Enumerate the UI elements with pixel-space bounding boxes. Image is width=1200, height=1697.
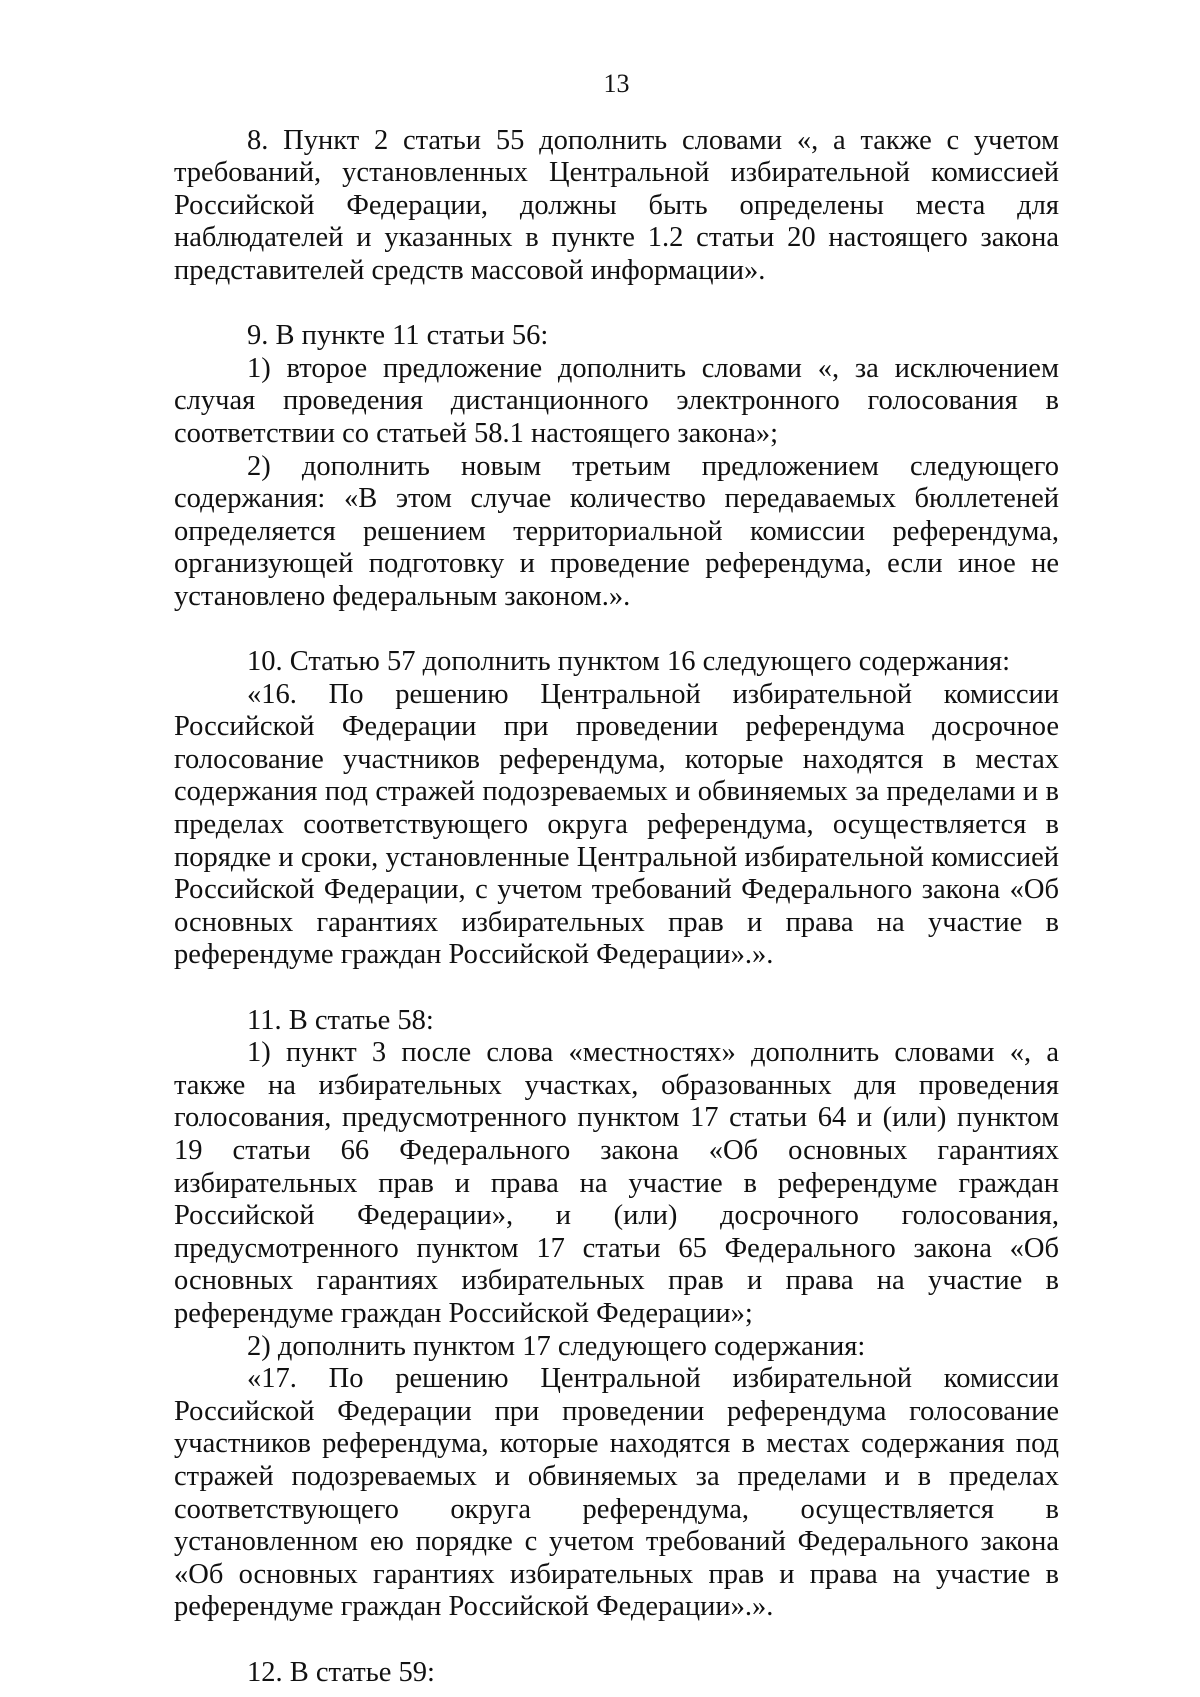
item-paragraph: 1) пункт 3 после слова «местностях» дополнить словами «, а также на избирательных участках, образованных для проведения голосования, предусмотренного пунктом 17 статьи 64 и (или) пунктом 19 статьи 66 Федерального закона «Об основных гарантиях избирательных прав и права на участие в референдуме граждан Российской Федерации», и (или) досрочного голосования, предусмотренного пунктом 17 статьи 65 Федерального закона «Об основных гарантиях избирательных прав и права на участие в референдуме граждан Российской Федерации»;: [174, 1037, 1059, 1329]
page-number: 13: [603, 69, 630, 98]
item-heading: 9. В пункте 11 статьи 56:: [247, 320, 549, 352]
amendment-item: [174, 1005, 1059, 1624]
document-body: [174, 125, 1059, 1690]
amendment-item: [174, 320, 1059, 613]
amendment-item: [174, 125, 1059, 288]
amendment-item: [174, 646, 1059, 972]
item-paragraph: 2) дополнить пунктом 17 следующего содержания:: [247, 1330, 866, 1362]
item-paragraph: «17. По решению Центральной избирательной комиссии Российской Федерации при проведении референдума голосование участников референдума, которые находятся в местах содержания под стражей подозреваемых и обвиняемых за пределами и в пределах соответствующего округа референдума, осуществляется в установленном ею порядке с учетом требований Федерального закона «Об основных гарантиях избирательных прав и права на участие в референдуме граждан Российской Федерации».».: [174, 1363, 1059, 1623]
item-paragraph: «16. По решению Центральной избирательной комиссии Российской Федерации при проведении референдума досрочное голосование участников референдума, которые находятся в местах содержания под стражей подозреваемых и обвиняемых за пределами и в пределах соответствующего округа референдума, осуществляется в порядке и сроки, установленные Центральной избирательной комиссией Российской Федерации, с учетом требований Федерального закона «Об основных гарантиях избирательных прав и права на участие в референдуме граждан Российской Федерации».».: [174, 678, 1059, 971]
item-heading: 10. Статью 57 дополнить пунктом 16 следующего содержания:: [247, 646, 1011, 678]
item-paragraph: 2) дополнить новым третьим предложением следующего содержания: «В этом случае количество передаваемых бюллетеней определяется решением территориальной комиссии референдума, организующей подготовку и проведение референдума, если иное не установлено федеральным законом.».: [174, 450, 1059, 612]
item-paragraph: 1) второе предложение дополнить словами «, за исключением случая проведения дистанционного электронного голосования в соответствии со статьей 58.1 настоящего закона»;: [174, 352, 1059, 449]
item-heading: 8. Пункт 2 статьи 55 дополнить словами «, а также с учетом требований, установленных Центральной избирательной комиссией Российской Федерации, должны быть определены места для наблюдателей и указанных в пункте 1.2 статьи 20 настоящего закона представителей средств массовой информации».: [174, 124, 1059, 286]
item-heading: 11. В статье 58:: [247, 1004, 434, 1036]
amendment-item: [174, 1657, 1059, 1690]
item-heading: 12. В статье 59:: [247, 1656, 435, 1688]
